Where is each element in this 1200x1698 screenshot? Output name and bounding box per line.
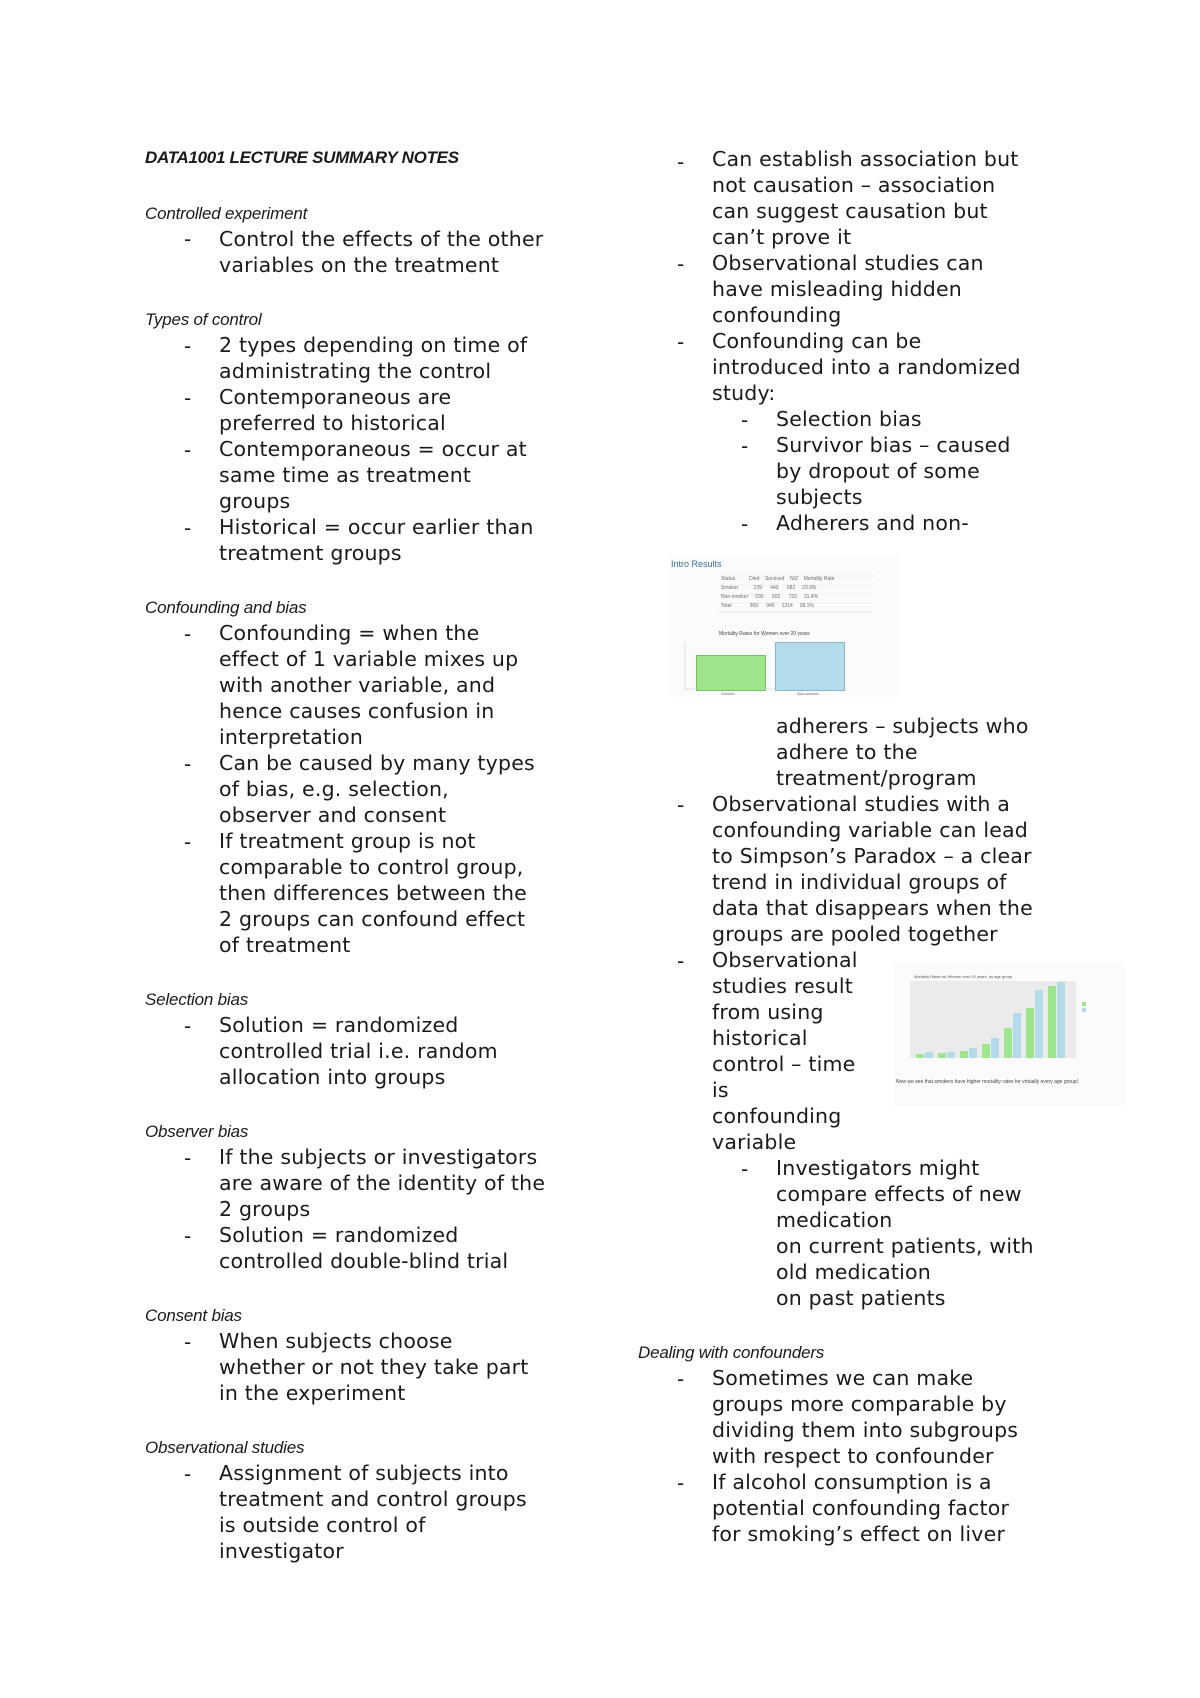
text-line: old medication bbox=[776, 1260, 931, 1284]
bullet-dash: - bbox=[677, 330, 685, 354]
bar-smoker bbox=[938, 1053, 946, 1058]
text-line: dividing them into subgroups bbox=[712, 1418, 1019, 1442]
bullet-dash: - bbox=[677, 1367, 685, 1391]
bullet-dash: - bbox=[184, 386, 192, 410]
text-line: If alcohol consumption is a bbox=[712, 1470, 992, 1494]
text-line: administrating the control bbox=[219, 359, 492, 383]
bar-non-smoker bbox=[1057, 982, 1065, 1058]
text-line: comparable to control group, bbox=[219, 855, 524, 879]
heading-types-of-control: Types of control bbox=[145, 310, 262, 329]
text-line: Survivor bias – caused bbox=[776, 433, 1011, 457]
bar-non-smoker bbox=[1013, 1013, 1021, 1058]
text-line: Can be caused by many types bbox=[219, 751, 535, 775]
text-line: Adherers and non- bbox=[776, 511, 969, 535]
text-line: Solution = randomized bbox=[219, 1223, 459, 1247]
bullet-dash: - bbox=[677, 949, 685, 973]
chart-title: Mortality Rates for Women over 20 years bbox=[719, 631, 810, 637]
table-row bbox=[721, 594, 818, 600]
text-line: 2 groups bbox=[219, 1197, 311, 1221]
text-line: study: bbox=[712, 381, 776, 405]
text-line: of treatment bbox=[219, 933, 351, 957]
text-line: Investigators might bbox=[776, 1156, 980, 1180]
table-cell: 23.9% bbox=[802, 585, 817, 591]
bar-smoker bbox=[982, 1044, 990, 1058]
age-group-figure bbox=[894, 962, 1126, 1106]
bar-non-smoker bbox=[969, 1048, 977, 1058]
bullet-dash: - bbox=[741, 512, 749, 536]
text-line: Can establish association but bbox=[712, 147, 1019, 171]
bullet-dash: - bbox=[184, 334, 192, 358]
bullet-dash: - bbox=[677, 1471, 685, 1495]
bullet-dash: - bbox=[184, 1224, 192, 1248]
text-line: If the subjects or investigators bbox=[219, 1145, 538, 1169]
bullet-dash: - bbox=[677, 793, 685, 817]
text-line: If treatment group is not bbox=[219, 829, 476, 853]
text-line: Contemporaneous are bbox=[219, 385, 452, 409]
bullet-dash: - bbox=[741, 408, 749, 432]
text-line: preferred to historical bbox=[219, 411, 446, 435]
text-line: groups are pooled together bbox=[712, 922, 998, 946]
bar-non-smoker bbox=[947, 1052, 955, 1058]
text-line: treatment/program bbox=[776, 766, 977, 790]
table-row bbox=[721, 585, 816, 591]
text-line: not causation – association bbox=[712, 173, 996, 197]
text-line: 2 types depending on time of bbox=[219, 333, 528, 357]
bullet-dash: - bbox=[184, 830, 192, 854]
table-header-cell: Mortality Rate bbox=[803, 576, 835, 582]
bullet-dash: - bbox=[184, 622, 192, 646]
text-line: subjects bbox=[776, 485, 863, 509]
bullet-dash: - bbox=[184, 752, 192, 776]
text-line: Control the effects of the other bbox=[219, 227, 544, 251]
table-cell: 369 bbox=[749, 603, 758, 609]
bar-smoker bbox=[916, 1054, 924, 1058]
table-row bbox=[721, 603, 814, 609]
text-line: Sometimes we can make bbox=[712, 1366, 974, 1390]
bullet-dash: - bbox=[184, 1146, 192, 1170]
text-line: Confounding = when the bbox=[219, 621, 480, 645]
text-line: on current patients, with bbox=[776, 1234, 1034, 1258]
bullet-dash: - bbox=[677, 150, 685, 174]
heading-confounding-and-bias: Confounding and bias bbox=[145, 598, 307, 617]
bullet-dash: - bbox=[184, 438, 192, 462]
text-line: variable bbox=[712, 1130, 797, 1154]
text-line: Assignment of subjects into bbox=[219, 1461, 509, 1485]
table-header-cell: Survived bbox=[764, 576, 785, 582]
heading-controlled-experiment: Controlled experiment bbox=[145, 204, 308, 223]
text-line: same time as treatment bbox=[219, 463, 472, 487]
bullet-dash: - bbox=[184, 1330, 192, 1354]
bullet-dash: - bbox=[184, 1014, 192, 1038]
bar-non-smoker bbox=[775, 642, 845, 691]
text-line: are aware of the identity of the bbox=[219, 1171, 546, 1195]
table-cell: Non-smoker bbox=[721, 594, 749, 600]
text-line: hence causes confusion in bbox=[219, 699, 495, 723]
text-line: Observational bbox=[712, 948, 858, 972]
heading-dealing-with-confounders: Dealing with confounders bbox=[638, 1343, 825, 1362]
bar-smoker bbox=[696, 655, 766, 691]
text-line: by dropout of some bbox=[776, 459, 980, 483]
text-line: effect of 1 variable mixes up bbox=[219, 647, 519, 671]
text-line: controlled trial i.e. random bbox=[219, 1039, 498, 1063]
text-line: have misleading hidden bbox=[712, 277, 962, 301]
text-line: Observational studies can bbox=[712, 251, 984, 275]
bar-smoker bbox=[960, 1051, 968, 1058]
figure-heading: Intro Results bbox=[671, 559, 722, 569]
bullet-dash: - bbox=[741, 434, 749, 458]
text-line: Observational studies with a bbox=[712, 792, 1011, 816]
legend-swatch bbox=[1082, 1002, 1086, 1006]
text-line: compare effects of new bbox=[776, 1182, 1022, 1206]
table-cell: 31.4% bbox=[803, 594, 819, 600]
heading-selection-bias: Selection bias bbox=[145, 990, 249, 1009]
text-line: When subjects choose bbox=[219, 1329, 453, 1353]
table-header-cell: Status bbox=[721, 576, 736, 582]
text-line: then differences between the bbox=[219, 881, 527, 905]
text-line: treatment groups bbox=[219, 541, 402, 565]
text-line: 2 groups can confound effect bbox=[219, 907, 526, 931]
text-line: to Simpson’s Paradox – a clear bbox=[712, 844, 1032, 868]
text-line: observer and consent bbox=[219, 803, 447, 827]
text-line: groups bbox=[219, 489, 291, 513]
bar-non-smoker bbox=[991, 1038, 999, 1058]
text-line: with respect to confounder bbox=[712, 1444, 994, 1468]
bullet-dash: - bbox=[184, 1462, 192, 1486]
legend-swatch bbox=[1082, 1008, 1086, 1012]
text-line: investigator bbox=[219, 1539, 344, 1563]
text-line: studies result bbox=[712, 974, 854, 998]
text-line: is bbox=[712, 1078, 729, 1102]
table-cell: 230 bbox=[755, 594, 764, 600]
table-header bbox=[721, 576, 834, 582]
text-line: confounding bbox=[712, 1104, 842, 1128]
table-header-cell: Died bbox=[749, 576, 760, 582]
chart-title: Mortality Rates for Women over 20 years, by age group bbox=[914, 974, 1013, 979]
text-line: control – time bbox=[712, 1052, 856, 1076]
bar-non-smoker bbox=[925, 1052, 933, 1058]
bar-non-smoker bbox=[1035, 990, 1043, 1058]
text-line: variables on the treatment bbox=[219, 253, 500, 277]
text-line: potential confounding factor bbox=[712, 1496, 1010, 1520]
bar-smoker bbox=[1004, 1028, 1012, 1058]
text-line: on past patients bbox=[776, 1286, 946, 1310]
table-cell: 139 bbox=[753, 585, 762, 591]
table-cell: 502 bbox=[771, 594, 781, 600]
text-line: allocation into groups bbox=[219, 1065, 446, 1089]
text-line: confounding bbox=[712, 303, 842, 327]
heading-consent-bias: Consent bias bbox=[145, 1306, 242, 1325]
text-line: Solution = randomized bbox=[219, 1013, 459, 1037]
text-line: can suggest causation but bbox=[712, 199, 988, 223]
text-line: treatment and control groups bbox=[219, 1487, 527, 1511]
bullet-dash: - bbox=[677, 252, 685, 276]
text-line: data that disappears when the bbox=[712, 896, 1033, 920]
x-tick-label: Smoker bbox=[721, 691, 735, 696]
text-line: adhere to the bbox=[776, 740, 918, 764]
text-line: interpretation bbox=[219, 725, 364, 749]
text-line: controlled double-blind trial bbox=[219, 1249, 509, 1273]
text-line: historical bbox=[712, 1026, 808, 1050]
table-header-cell: N/Z bbox=[789, 576, 799, 582]
bar-smoker bbox=[1048, 986, 1056, 1058]
table-cell: 443 bbox=[770, 585, 779, 591]
table-cell: 732 bbox=[788, 594, 797, 600]
text-line: whether or not they take part bbox=[219, 1355, 529, 1379]
text-line: introduced into a randomized bbox=[712, 355, 1021, 379]
table-cell: 582 bbox=[786, 585, 796, 591]
heading-observer-bias: Observer bias bbox=[145, 1122, 249, 1141]
heading-observational-studies: Observational studies bbox=[145, 1438, 305, 1457]
page-title: DATA1001 LECTURE SUMMARY NOTES bbox=[145, 148, 459, 167]
bar-smoker bbox=[1026, 1008, 1034, 1058]
text-line: confounding variable can lead bbox=[712, 818, 1029, 842]
text-line: Confounding can be bbox=[712, 329, 922, 353]
table-cell: Smoker bbox=[721, 585, 739, 591]
table-cell: Total bbox=[721, 603, 732, 609]
text-line: of bias, e.g. selection, bbox=[219, 777, 449, 801]
table-cell: 28.1% bbox=[799, 603, 814, 609]
text-line: medication bbox=[776, 1208, 893, 1232]
text-line: groups more comparable by bbox=[712, 1392, 1007, 1416]
x-tick-label: Non-smoker bbox=[797, 691, 819, 696]
text-line: in the experiment bbox=[219, 1381, 406, 1405]
table-cell: 945 bbox=[766, 603, 775, 609]
text-line: adherers – subjects who bbox=[776, 714, 1029, 738]
text-line: Selection bias bbox=[776, 407, 922, 431]
text-line: Contemporaneous = occur at bbox=[219, 437, 527, 461]
text-line: trend in individual groups of bbox=[712, 870, 1007, 894]
text-line: for smoking’s effect on liver bbox=[712, 1522, 1006, 1546]
text-line: from using bbox=[712, 1000, 824, 1024]
bullet-dash: - bbox=[184, 227, 192, 251]
text-line: with another variable, and bbox=[219, 673, 496, 697]
text-line: Historical = occur earlier than bbox=[219, 515, 534, 539]
bullet-dash: - bbox=[184, 516, 192, 540]
results-figure bbox=[669, 557, 899, 697]
text-line: can’t prove it bbox=[712, 225, 852, 249]
bullet-dash: - bbox=[741, 1157, 749, 1181]
table-cell: 1314 bbox=[781, 603, 793, 609]
chart-caption: Now we see that smokers have higher mortality rates for virtually every age group! bbox=[896, 1079, 1079, 1085]
text-line: is outside control of bbox=[219, 1513, 426, 1537]
